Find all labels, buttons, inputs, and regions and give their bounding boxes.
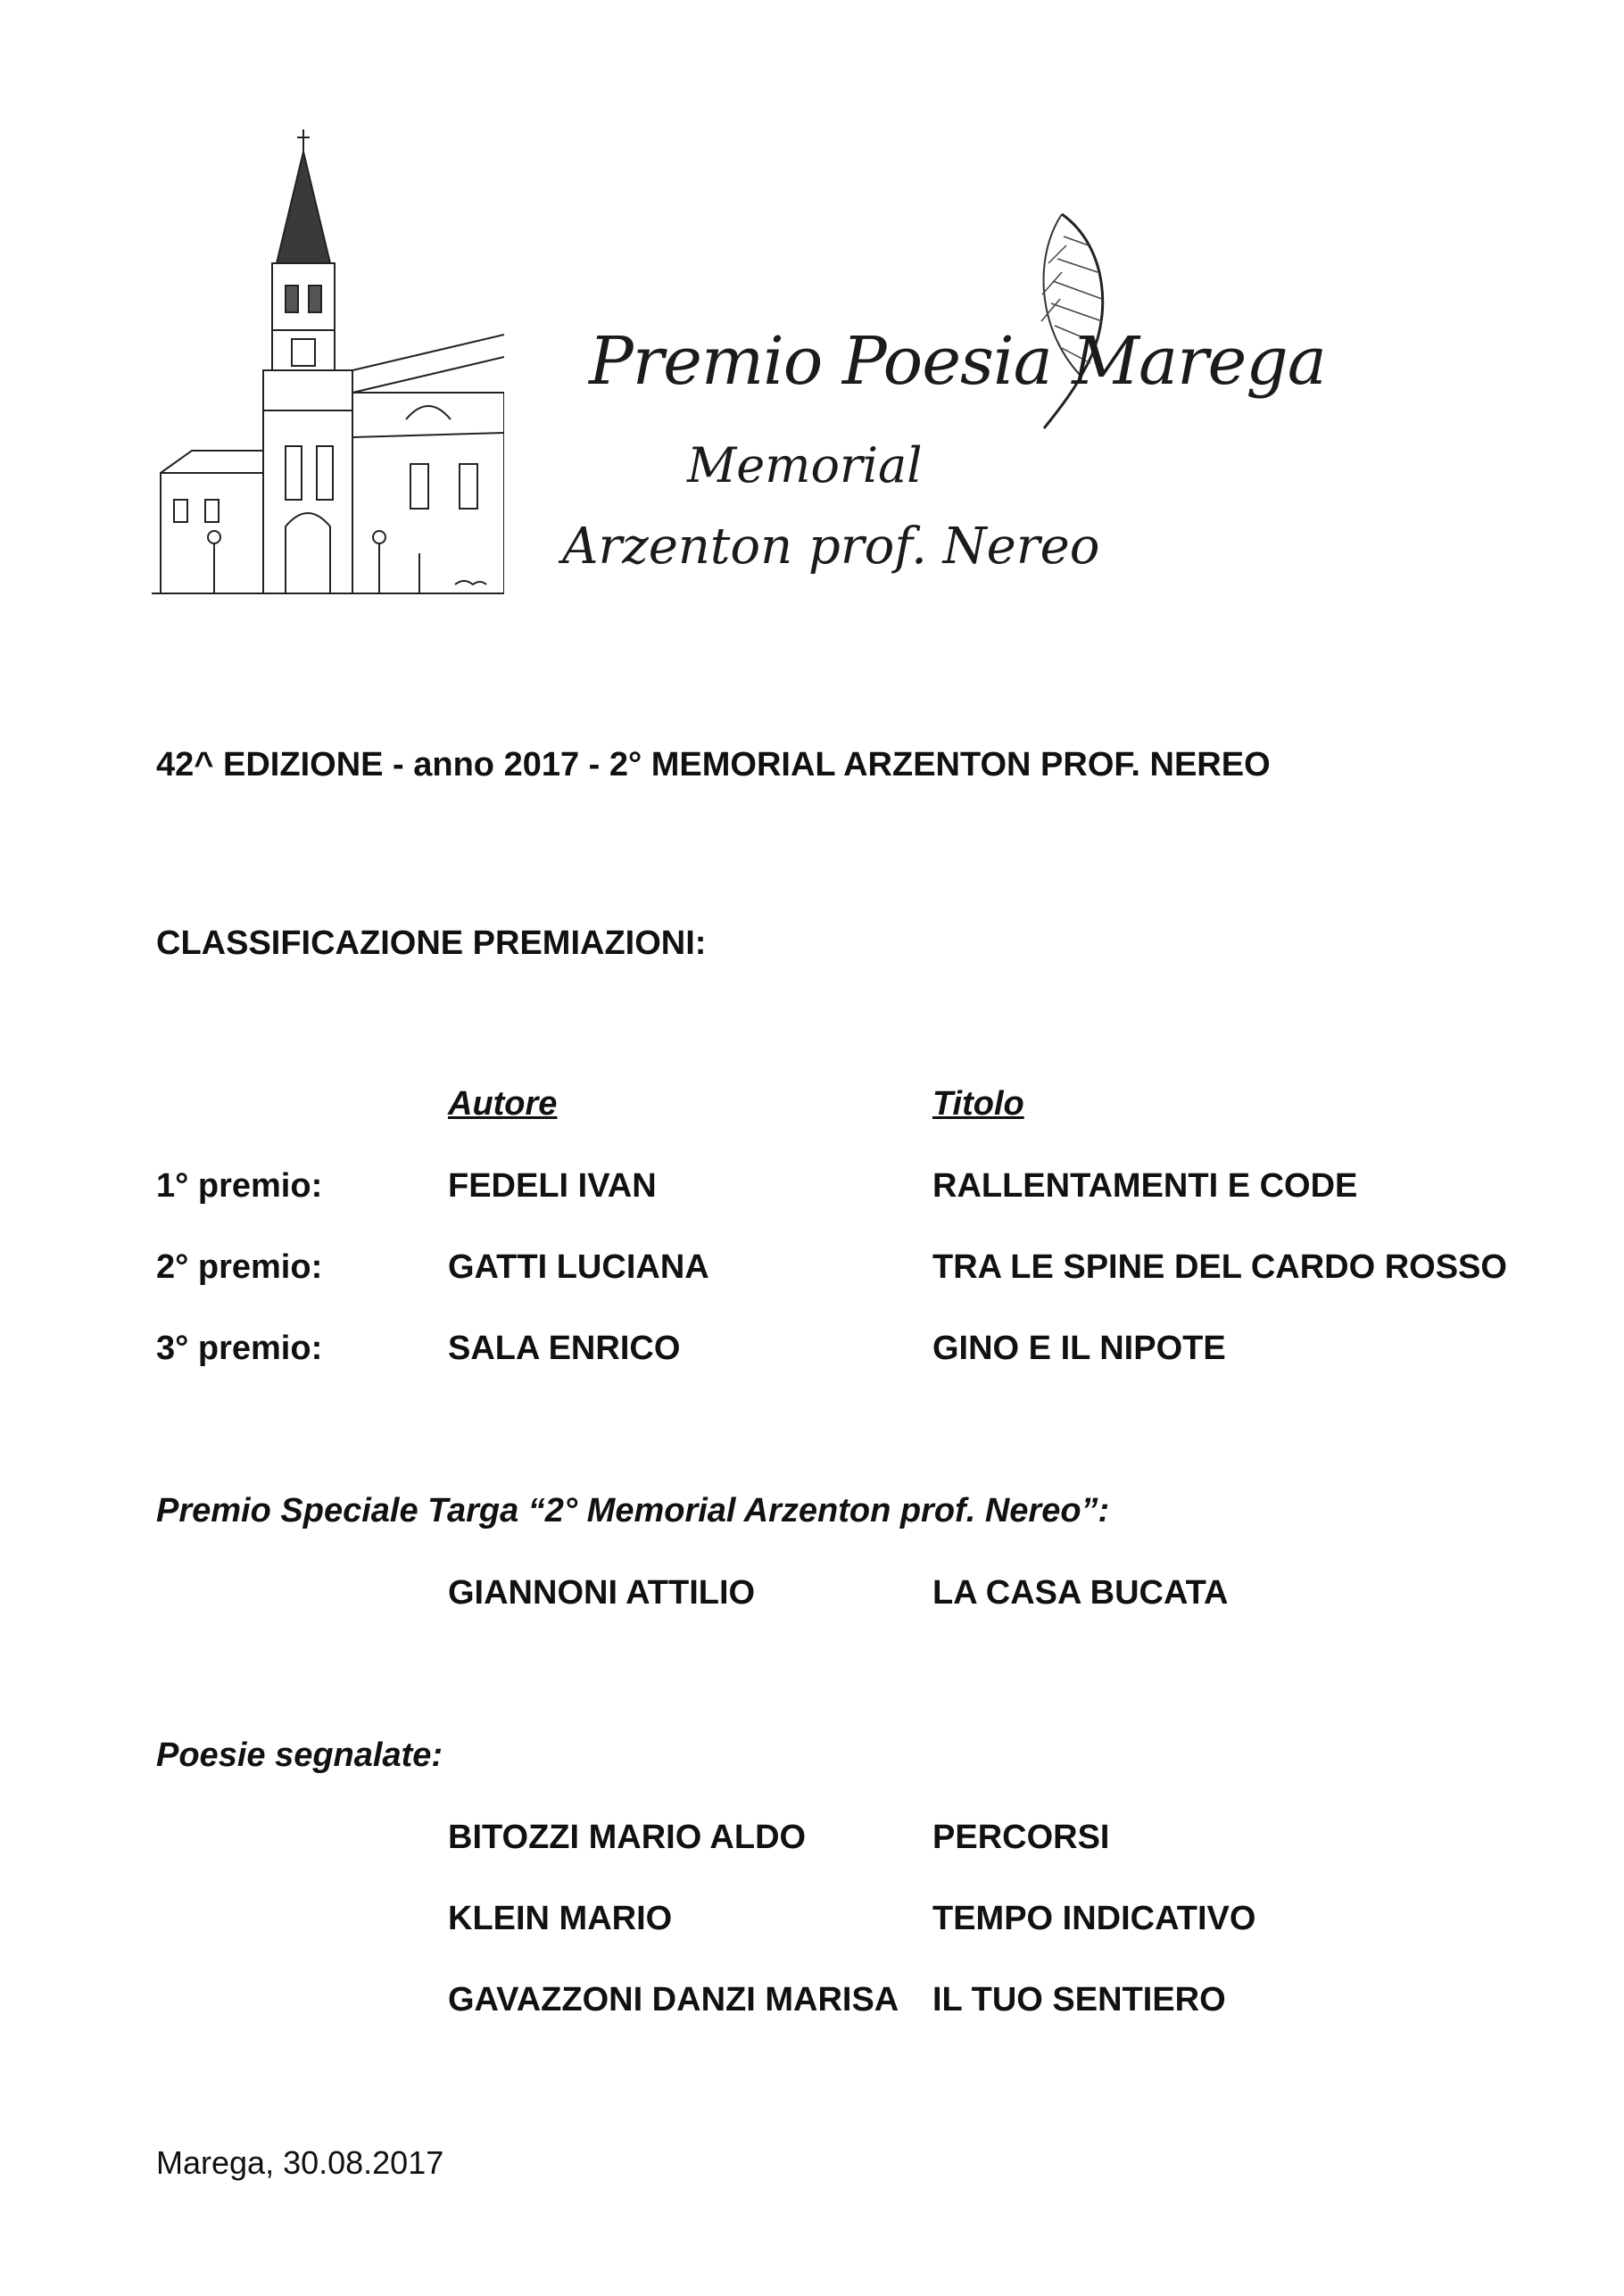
noted-author: GAVAZZONI DANZI MARISA [448, 1981, 899, 2018]
edition-heading: 42^ EDIZIONE - anno 2017 - 2° MEMORIAL ARZENTON PROF. NEREO [156, 746, 1271, 783]
noted-author: KLEIN MARIO [448, 1900, 673, 1937]
logo-subtitle-name: Arzenton prof. Nereo [562, 518, 1100, 576]
column-header-author: Autore [448, 1085, 558, 1123]
prize-rank: 2° premio: [156, 1248, 323, 1286]
special-prize-title: LA CASA BUCATA [932, 1574, 1229, 1612]
noted-author: BITOZZI MARIO ALDO [448, 1819, 807, 1856]
column-header-title: Titolo [932, 1085, 1024, 1123]
special-prize-label: Premio Speciale Targa “2° Memorial Arzenton prof. Nereo”: [156, 1492, 1110, 1529]
place-date: Marega, 30.08.2017 [156, 2144, 444, 2181]
prize-title: RALLENTAMENTI E CODE [932, 1167, 1358, 1205]
logo-title: Premio Poesia Marega [589, 323, 1326, 400]
prize-rank: 1° premio: [156, 1167, 323, 1205]
prize-title: GINO E IL NIPOTE [932, 1330, 1226, 1367]
noted-title: TEMPO INDICATIVO [932, 1900, 1256, 1937]
prize-author: FEDELI IVAN [448, 1167, 657, 1205]
prize-rank: 3° premio: [156, 1330, 323, 1367]
special-prize-author: GIANNONI ATTILIO [448, 1574, 756, 1612]
prize-author: SALA ENRICO [448, 1330, 681, 1367]
prize-title: TRA LE SPINE DEL CARDO ROSSO [932, 1248, 1507, 1286]
church-sketch-logo [152, 125, 504, 607]
noted-title: PERCORSI [932, 1819, 1110, 1856]
logo-subtitle-memorial: Memorial [687, 437, 923, 493]
prize-author: GATTI LUCIANA [448, 1248, 709, 1286]
noted-title: IL TUO SENTIERO [932, 1981, 1226, 2018]
section-title: CLASSIFICAZIONE PREMIAZIONI: [156, 924, 707, 962]
noted-poems-label: Poesie segnalate: [156, 1737, 443, 1774]
